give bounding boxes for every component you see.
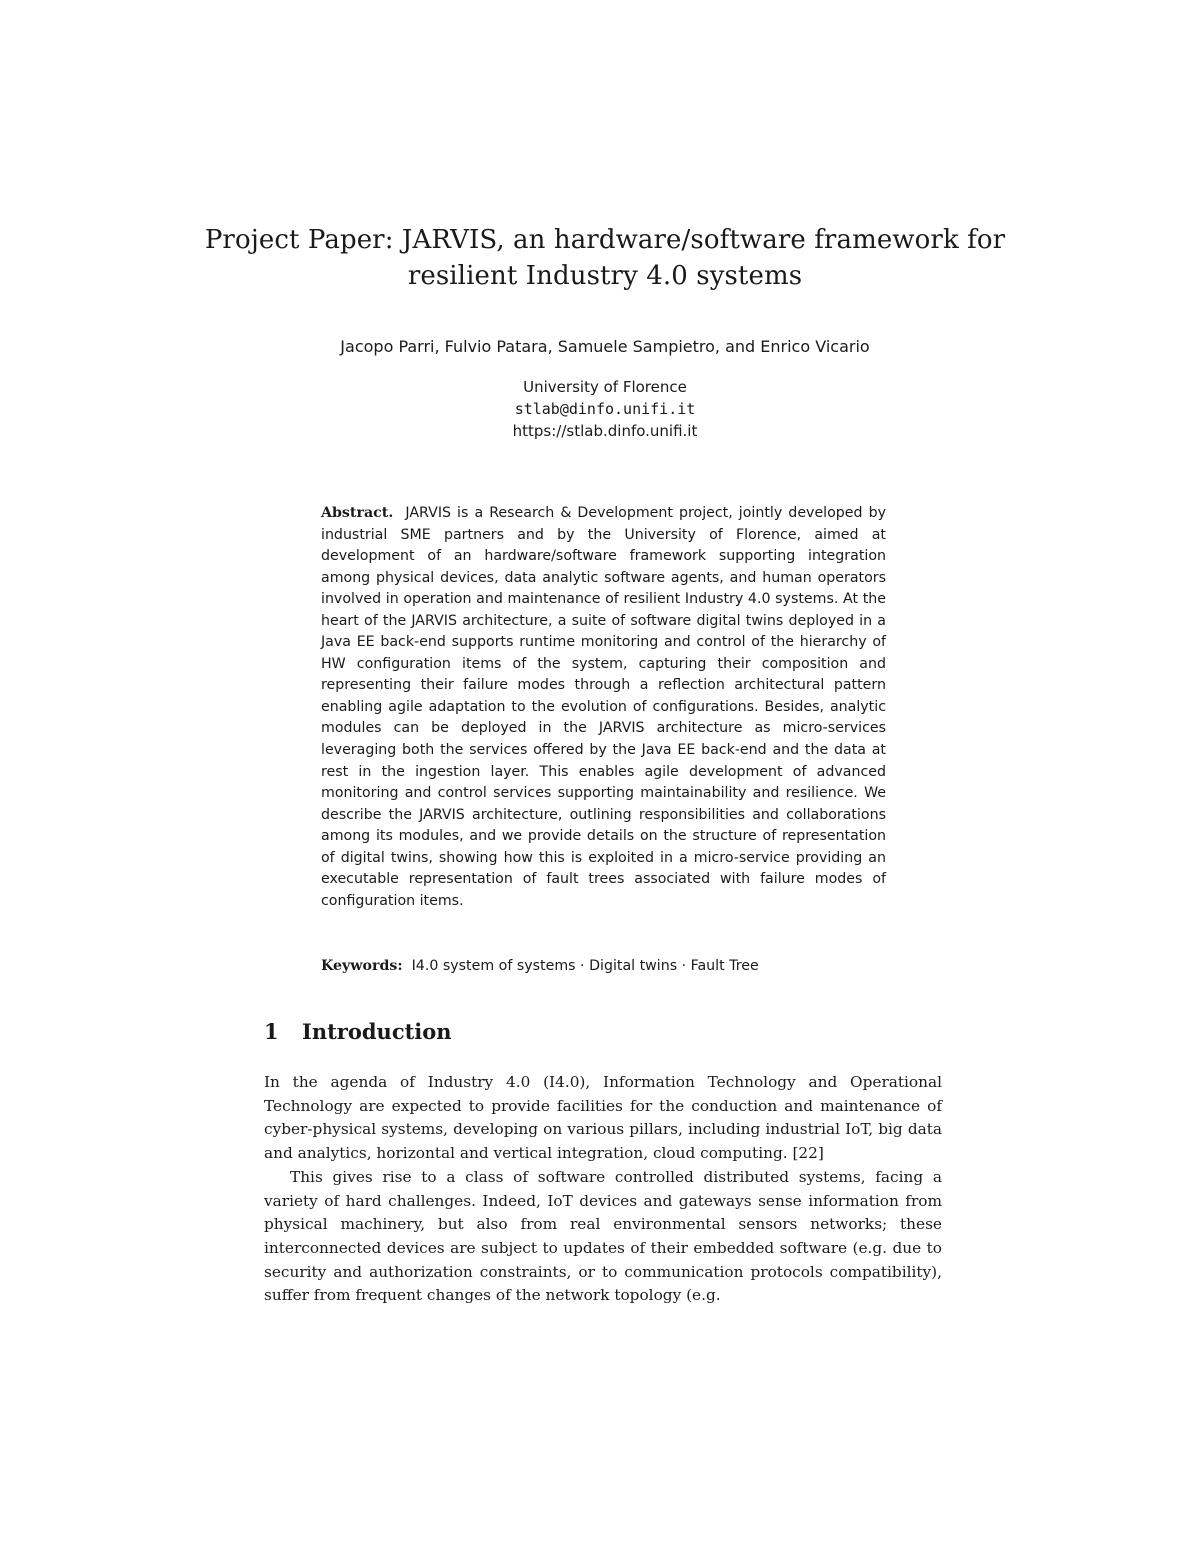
keywords-text: I4.0 system of systems · Digital twins · Fault Tree [411, 958, 759, 974]
section-title: Introduction [302, 1019, 452, 1044]
body-paragraph: In the agenda of Industry 4.0 (I4.0), Information Technology and Operational Technology are expected to provide facilities for the conduction and maintenance of cyber-physical systems, developing on various pillars, including industrial IoT, big data and analytics, horizontal and vertical integration, cloud computing. [22] [264, 1073, 942, 1163]
affiliation-block [180, 376, 1030, 442]
institution: University of Florence [523, 378, 687, 396]
paper-title: Project Paper: JARVIS, an hardware/software framework for resilient Industry 4.0 systems [204, 225, 1006, 291]
introduction-body [264, 1071, 942, 1308]
body-paragraph: This gives rise to a class of software controlled distributed systems, facing a variety of hard challenges. Indeed, IoT devices and gateways sense information from physical machinery, but also from real environmental sensors networks; these interconnected devices are subject to updates of their embedded software (e.g. due to security and authorization constraints, or to communication protocols compatibility), suffer from frequent changes of the network topology (e.g. [264, 1167, 942, 1305]
contact-email: stlab@dinfo.unifi.it [514, 400, 696, 418]
website-url: https://stlab.dinfo.unifi.it [512, 422, 698, 440]
section-heading-introduction [264, 1018, 452, 1046]
section-number: 1 [264, 1019, 279, 1044]
abstract-text: JARVIS is a Research & Development project, jointly developed by industrial SME partners and by the University of Florence, aimed at development of an hardware/software framework supporting integration among physical devices, data analytic software agents, and human operators involved in operation and maintenance of resilient Industry 4.0 systems. At the heart of the JARVIS architecture, a suite of software digital twins deployed in a Java EE back-end supports runtime monitoring and control of the hierarchy of HW configuration items of the system, capturing their composition and representing their failure modes through a reflection architectural pattern enabling agile adaptation to the evolution of configurations. Besides, analytic modules can be deployed in the JARVIS architecture as micro-services leveraging both the services offered by the Java EE back-end and the data at rest in the ingestion layer. This enables agile development of advanced monitoring and control services supporting maintainability and resilience. We describe the JARVIS architecture, outlining responsibilities and collaborations among its modules, and we provide details on the structure of representation of digital twins, showing how this is exploited in a micro-service providing an executable representation of fault trees associated with failure modes of configuration items. [321, 505, 886, 909]
abstract [321, 503, 886, 912]
author-list: Jacopo Parri, Fulvio Patara, Samuele Sampietro, and Enrico Vicario [340, 337, 870, 356]
keywords [321, 956, 886, 977]
keywords-label: Keywords: [321, 958, 403, 974]
abstract-label: Abstract. [321, 505, 394, 521]
